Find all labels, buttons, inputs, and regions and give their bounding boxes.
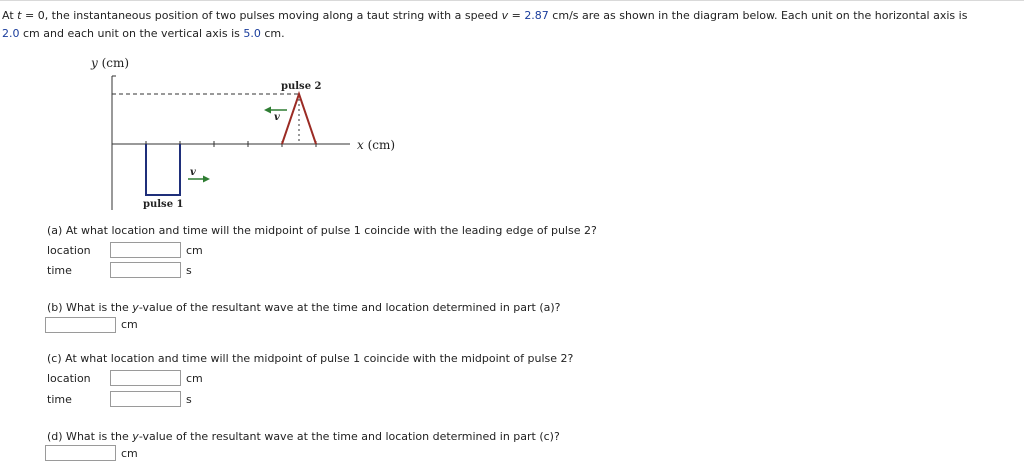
question-a-text: (a) At what location and time will the midpoint of pulse 1 coincide with the leading edge of pulse 2? bbox=[47, 224, 597, 237]
pulse2-velocity-label: v bbox=[274, 112, 280, 123]
speed-value: 2.87 bbox=[524, 9, 549, 22]
question-d-input[interactable] bbox=[45, 445, 116, 461]
question-c-text: (c) At what location and time will the midpoint of pulse 1 coincide with the midpoint of pulse 2? bbox=[47, 352, 574, 365]
pulse-diagram bbox=[0, 0, 1024, 230]
intro-text: cm. bbox=[260, 27, 285, 40]
question-b-text-pre: (b) What is the bbox=[47, 301, 133, 314]
question-b-input[interactable] bbox=[45, 317, 116, 333]
y-axis-var: y bbox=[91, 56, 98, 70]
intro-text: = bbox=[508, 9, 525, 22]
y-axis-label bbox=[91, 56, 129, 70]
x-axis-label bbox=[357, 138, 395, 152]
question-a-location-label: location bbox=[47, 244, 91, 257]
question-c-time-input[interactable] bbox=[110, 391, 181, 407]
y-axis-unit: (cm) bbox=[97, 56, 130, 70]
question-b-text bbox=[47, 301, 561, 315]
question-c-time-label: time bbox=[47, 393, 72, 406]
question-d-text-pre: (d) What is the bbox=[47, 430, 133, 443]
pulse2-arrowhead bbox=[264, 107, 271, 114]
x-axis-var: x bbox=[357, 138, 364, 152]
x-axis-unit: (cm) bbox=[363, 138, 396, 152]
t-variable: t bbox=[17, 9, 22, 22]
intro-text: = 0, the instantaneous position of two pulses moving along a taut string with a speed bbox=[21, 9, 502, 22]
intro-text: At bbox=[2, 9, 18, 22]
question-c-location-unit: cm bbox=[186, 372, 203, 385]
question-b-text-post: -value of the resultant wave at the time and location determined in part (a)? bbox=[138, 301, 561, 314]
pulse1-shape bbox=[146, 144, 180, 195]
intro-text: cm and each unit on the vertical axis is bbox=[19, 27, 244, 40]
question-a-time-label: time bbox=[47, 264, 72, 277]
question-a-location-input[interactable] bbox=[110, 242, 181, 258]
v-variable: v bbox=[501, 9, 509, 22]
y-variable: y bbox=[132, 301, 139, 314]
question-c-location-label: location bbox=[47, 372, 91, 385]
y-variable: y bbox=[132, 430, 139, 443]
pulse2-label: pulse 2 bbox=[281, 81, 322, 92]
question-a-time-unit: s bbox=[186, 264, 192, 277]
question-c-location-input[interactable] bbox=[110, 370, 181, 386]
question-d-text bbox=[47, 430, 560, 444]
question-d-unit: cm bbox=[121, 447, 138, 460]
pulse1-velocity-label: v bbox=[190, 167, 196, 178]
question-a-time-input[interactable] bbox=[110, 262, 181, 278]
pulse1-arrowhead bbox=[203, 176, 210, 183]
horizontal-unit-value: 2.0 bbox=[2, 27, 20, 40]
question-d-text-post: -value of the resultant wave at the time and location determined in part (c)? bbox=[138, 430, 560, 443]
intro-text: cm/s are as shown in the diagram below. Each unit on the horizontal axis is bbox=[548, 9, 968, 22]
question-c-time-unit: s bbox=[186, 393, 192, 406]
question-b-unit: cm bbox=[121, 318, 138, 331]
pulse1-label: pulse 1 bbox=[143, 199, 184, 210]
question-a-location-unit: cm bbox=[186, 244, 203, 257]
vertical-unit-value: 5.0 bbox=[243, 27, 261, 40]
